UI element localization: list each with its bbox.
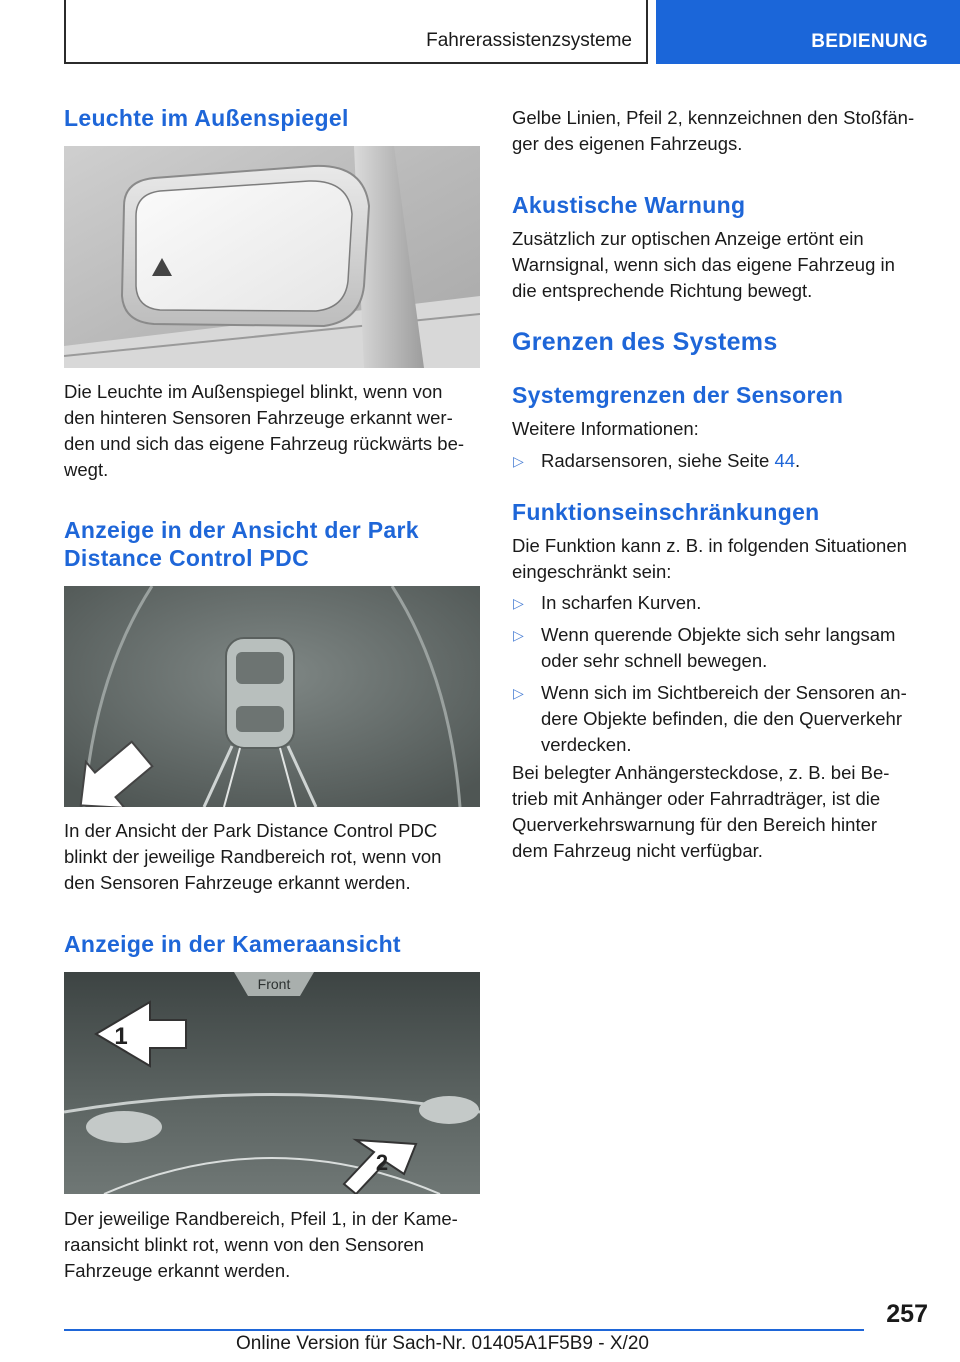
figure-mirror [64, 146, 480, 368]
camera-label-1: 1 [114, 1023, 128, 1050]
link-seite-44[interactable]: 44 [774, 450, 796, 471]
list-sensoren [512, 448, 928, 474]
figure-camera-view [64, 972, 480, 1194]
paragraph-funktion: Die Funktion kann z. B. in folgenden Situationen eingeschränkt sein: [512, 535, 907, 582]
list-item: ▷ Wenn sich im Sichtbereich der Sensoren an- dere Objekte befinden, die den Querverkehr verdecken. [513, 682, 907, 755]
footer-online-version: Online Version für Sach-Nr. 01405A1F5B9 - X/20 [236, 1333, 649, 1354]
header-chapter-title: BEDIENUNG [811, 31, 928, 52]
paragraph-weitere-informationen: Weitere Informationen: [512, 418, 699, 439]
paragraph-akustisch: Zusätzlich zur optischen Anzeige ertönt ein Warnsignal, wenn sich das eigene Fahrzeug in die entsprechende Richtung bewegt. [512, 228, 895, 301]
triangle-bullet-icon: ▷ [513, 453, 524, 469]
list-item: ▷ In scharfen Kurven. [512, 590, 928, 616]
paragraph-pdc: In der Ansicht der Park Distance Control PDC blinkt der jeweilige Randbereich rot, wenn von den Sensoren Fahrzeuge erkannt werden. [64, 820, 442, 893]
paragraph-kamera: Der jeweilige Randbereich, Pfeil 1, in der Kame- raansicht blinkt rot, wenn von den Sensoren Fahrzeuge erkannt werden. [64, 1208, 458, 1281]
camera-label-2: 2 [375, 1150, 389, 1175]
paragraph-leuchte: Die Leuchte im Außenspiegel blinkt, wenn von den hinteren Sensoren Fahrzeuge erkannt wer- den und sich das eigene Fahrzeug rückwärts be- wegt. [64, 381, 465, 480]
triangle-bullet-icon: ▷ [513, 595, 524, 611]
heading-systemgrenzen-sensoren: Systemgrenzen der Sensoren [512, 382, 844, 408]
paragraph-gelbe-linien: Gelbe Linien, Pfeil 2, kennzeichnen den Stoßfän- ger des eigenen Fahrzeugs. [512, 107, 915, 154]
footer-divider [64, 1329, 864, 1331]
triangle-bullet-icon: ▷ [513, 627, 524, 643]
heading-kameraansicht: Anzeige in der Kameraansicht [64, 931, 401, 957]
header-chapter-box [656, 0, 960, 64]
page-number: 257 [886, 1300, 928, 1328]
heading-leuchte-aussenspiegel: Leuchte im Außenspiegel [64, 105, 349, 131]
heading-funktionseinschraenkungen: Funktionseinschränkungen [512, 499, 820, 525]
camera-label-front: Front [257, 976, 291, 992]
paragraph-anhaengersteckdose: Bei belegter Anhängersteckdose, z. B. bei Be- trieb mit Anhänger oder Fahrradträger, ist die Querverkehrswarnung für den Bereich hinter dem Fahrzeug nicht verfügbar. [512, 762, 890, 861]
pdc-illustration [64, 586, 480, 807]
list-item: ▷ Wenn querende Objekte sich sehr langsam oder sehr schnell bewegen. [513, 624, 896, 671]
list-item: ▷ Radarsensoren, siehe Seite 44. [512, 448, 928, 474]
header-section-title: Fahrerassistenzsysteme [426, 30, 632, 51]
camera-illustration [64, 972, 480, 1194]
header-section-box [64, 0, 648, 64]
mirror-illustration [64, 146, 480, 368]
heading-akustische-warnung: Akustische Warnung [512, 192, 746, 218]
heading-grenzen-des-systems: Grenzen des Systems [512, 328, 778, 356]
heading-anzeige-pdc: Anzeige in der Ansicht der Park Distance Control PDC [64, 517, 419, 571]
figure-pdc-view [64, 586, 480, 807]
triangle-bullet-icon: ▷ [513, 685, 524, 701]
list-einschraenkungen [512, 590, 928, 758]
